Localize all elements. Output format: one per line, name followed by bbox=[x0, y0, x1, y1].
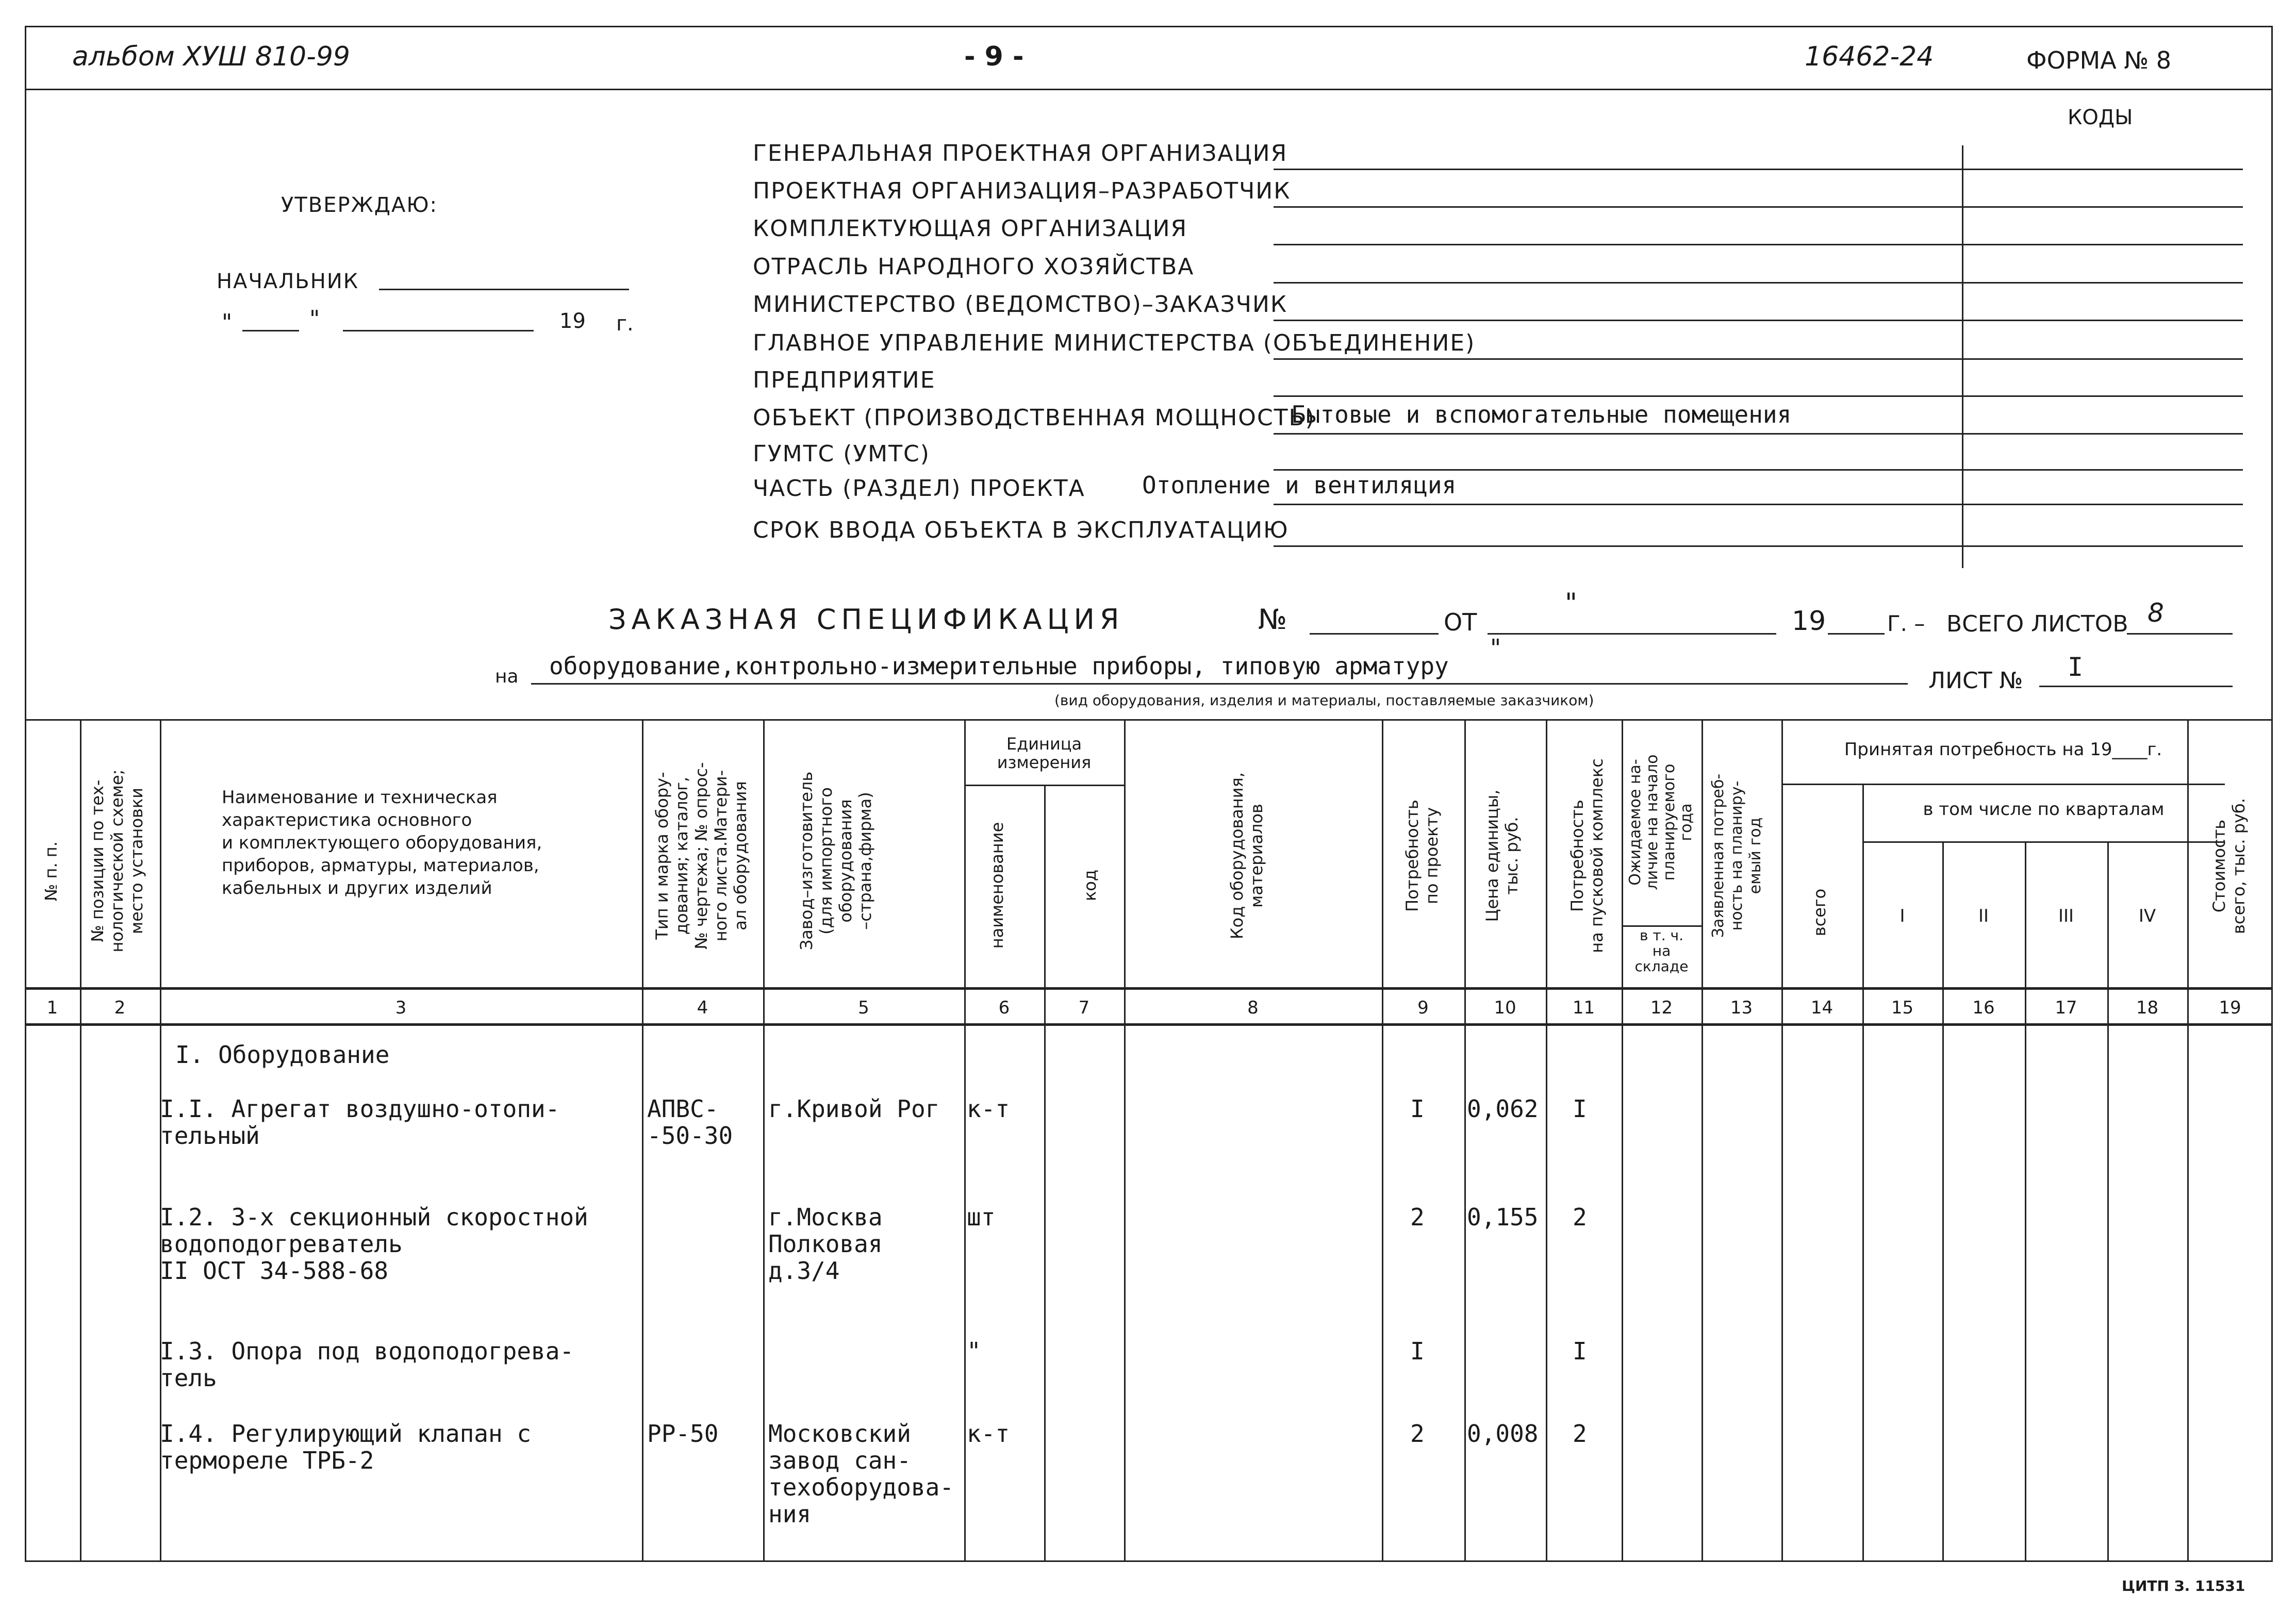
table-top-rule bbox=[25, 719, 2273, 721]
header-c8: Код оборудования, материалов bbox=[1227, 772, 1266, 940]
org-field-label: ГУМТС (УМТС) bbox=[753, 441, 930, 467]
sheet-line bbox=[2039, 686, 2233, 687]
org-field-label: МИНИСТЕРСТВО (ВЕДОМСТВО)–ЗАКАЗЧИК bbox=[753, 291, 1288, 318]
row-name: I.I. Агрегат воздушно-отопи- тельный bbox=[160, 1095, 560, 1150]
row-start-complex: I bbox=[1573, 1337, 1587, 1365]
header-c18: IV bbox=[2138, 906, 2156, 926]
spec-g: Г. – bbox=[1887, 611, 1925, 636]
column-number: 14 bbox=[1810, 997, 1834, 1018]
sheet-label: ЛИСТ № bbox=[1928, 668, 2023, 694]
org-field-line bbox=[1274, 545, 2243, 547]
row-unit: к-т bbox=[967, 1420, 1010, 1448]
sheet-value: I bbox=[2068, 652, 2084, 682]
column-number: 4 bbox=[697, 997, 708, 1018]
column-rule bbox=[763, 719, 765, 1562]
column-rule bbox=[2107, 841, 2109, 1562]
org-field-line bbox=[1274, 433, 2243, 435]
spec-from-label: ОТ bbox=[1444, 608, 1477, 636]
codes-label: КОДЫ bbox=[2068, 106, 2133, 129]
chief-signature-line bbox=[379, 289, 629, 290]
header-c4: Тип и марка обору- дования; каталог, № чертежа; № опрос- ного листа.Матери- ал оборудования bbox=[652, 762, 750, 950]
org-field-line bbox=[1274, 469, 2243, 471]
date-g: г. bbox=[616, 312, 634, 336]
column-rule bbox=[1382, 719, 1383, 1562]
total-sheets-label: ВСЕГО ЛИСТОВ bbox=[1946, 611, 2128, 637]
spec-title: ЗАКАЗНАЯ СПЕЦИФИКАЦИЯ bbox=[608, 603, 1125, 636]
spec-subject-line bbox=[531, 683, 1908, 685]
column-number: 10 bbox=[1494, 997, 1516, 1018]
date-year: 19 bbox=[559, 309, 586, 333]
accepted-header-rule bbox=[1781, 784, 2225, 785]
spec-on-label: на bbox=[495, 666, 519, 687]
row-price: 0,062 bbox=[1467, 1095, 1539, 1123]
page-number: - 9 - bbox=[964, 41, 1024, 72]
spec-year: 19 bbox=[1792, 606, 1826, 637]
org-field-label: ГЕНЕРАЛЬНАЯ ПРОЕКТНАЯ ОРГАНИЗАЦИЯ bbox=[753, 140, 1288, 167]
header-c9: Потребность по проекту bbox=[1402, 800, 1442, 912]
header-c2: № позиции по тех- нологической схеме; место установки bbox=[88, 769, 146, 953]
org-field-line bbox=[1274, 244, 2243, 245]
org-field-line bbox=[1274, 320, 2243, 321]
row-unit: шт bbox=[967, 1203, 996, 1231]
column-rule bbox=[964, 719, 966, 1562]
section-heading: I. Оборудование bbox=[175, 1041, 390, 1069]
org-field-line bbox=[1274, 206, 2243, 208]
date-day-line bbox=[242, 330, 299, 331]
spec-no-line bbox=[1310, 633, 1439, 635]
date-quote-open: " bbox=[222, 309, 233, 336]
column-rule bbox=[1942, 841, 1944, 1562]
row-quantity: I bbox=[1410, 1337, 1425, 1365]
column-number: 7 bbox=[1078, 997, 1090, 1018]
org-field-label: ПРОЕКТНАЯ ОРГАНИЗАЦИЯ–РАЗРАБОТЧИК bbox=[753, 178, 1291, 204]
org-field-line bbox=[1274, 169, 2243, 170]
header-accepted: Принятая потребность на 19____г. bbox=[1844, 739, 2162, 760]
column-number: 2 bbox=[114, 997, 126, 1018]
org-field-line bbox=[1274, 395, 2243, 397]
row-price: 0,155 bbox=[1467, 1203, 1539, 1231]
org-field-label: ОБЪЕКТ (ПРОИЗВОДСТВЕННАЯ МОЩНОСТЬ) bbox=[753, 405, 1315, 431]
column-number: 13 bbox=[1730, 997, 1753, 1018]
column-number: 3 bbox=[395, 997, 407, 1018]
org-field-label: ОТРАСЛЬ НАРОДНОГО ХОЗЯЙСТВА bbox=[753, 254, 1195, 280]
header-c7: код bbox=[1080, 869, 1100, 902]
column-number: 19 bbox=[2219, 997, 2241, 1018]
codes-column-divider bbox=[1962, 145, 1963, 568]
org-field-label: ПРЕДПРИЯТИЕ bbox=[753, 367, 936, 393]
header-c6: наименование bbox=[987, 822, 1007, 949]
header-c11: Потребность на пусковой комплекс bbox=[1567, 758, 1607, 953]
form-number: ФОРМА № 8 bbox=[2026, 46, 2172, 74]
header-quarters: в том числе по кварталам bbox=[1923, 799, 2165, 820]
column-number: 16 bbox=[1972, 997, 1995, 1018]
row-price: 0,008 bbox=[1467, 1420, 1539, 1448]
document-number: 16462-24 bbox=[1805, 41, 1934, 72]
spec-subject: оборудование,контрольно-измерительные приборы, типовую арматуру bbox=[549, 652, 1449, 680]
column-number: 1 bbox=[46, 997, 58, 1018]
spec-date-line bbox=[1488, 633, 1776, 635]
column-rule bbox=[1044, 785, 1046, 1562]
spec-subject-quote: " bbox=[1490, 634, 1501, 662]
quarters-header-rule bbox=[1862, 841, 2225, 843]
row-unit: к-т bbox=[967, 1095, 1010, 1123]
org-field-value: Отопление и вентиляция bbox=[1142, 471, 1457, 499]
chief-label: НАЧАЛЬНИК bbox=[217, 270, 359, 293]
row-type: РР-50 bbox=[647, 1420, 719, 1448]
column-rule bbox=[2187, 719, 2189, 1562]
row-name: I.2. 3-х секционный скоростной водоподогреватель II ОСТ 34-588-68 bbox=[160, 1203, 588, 1285]
org-field-line bbox=[1274, 504, 2243, 505]
column-rule bbox=[1622, 719, 1623, 1562]
row-type: АПВС- -50-30 bbox=[647, 1095, 733, 1150]
header-c10: Цена единицы, тыс. руб. bbox=[1482, 789, 1522, 922]
spec-no-label: № bbox=[1258, 603, 1287, 636]
date-quote-close: " bbox=[309, 306, 320, 332]
spec-subject-note: (вид оборудования, изделия и материалы, поставляемые заказчиком) bbox=[1054, 692, 1594, 709]
column-rule bbox=[1781, 719, 1783, 1562]
header-c1: № п. п. bbox=[41, 841, 61, 901]
org-field-label: ЧАСТЬ (РАЗДЕЛ) ПРОЕКТА bbox=[753, 475, 1085, 502]
row-name: I.4. Регулирующий клапан с термореле ТРБ-2 bbox=[160, 1420, 532, 1474]
spec-quote: " bbox=[1565, 588, 1577, 619]
column-number: 11 bbox=[1572, 997, 1595, 1018]
header-divider bbox=[25, 89, 2273, 90]
header-c19: Стоимость всего, тыс. руб. bbox=[2209, 798, 2249, 934]
header-c3: Наименование и техническая характеристика основного и комплектующего оборудования, приборов, арматуры, материалов, кабельных и других изделий bbox=[222, 787, 542, 899]
column-number: 9 bbox=[1417, 997, 1429, 1018]
column-number: 15 bbox=[1891, 997, 1914, 1018]
row-quantity: I bbox=[1410, 1095, 1425, 1123]
org-field-label: СРОК ВВОДА ОБЪЕКТА В ЭКСПЛУАТАЦИЮ bbox=[753, 517, 1289, 543]
row-quantity: 2 bbox=[1410, 1203, 1425, 1231]
header-c15: I bbox=[1899, 906, 1905, 926]
column-number: 5 bbox=[858, 997, 869, 1018]
table-colnum-bottom-rule bbox=[25, 1023, 2273, 1026]
column-number: 8 bbox=[1247, 997, 1259, 1018]
footer-stamp: ЦИТП З. 11531 bbox=[2122, 1577, 2245, 1594]
total-sheets-value: 8 bbox=[2148, 598, 2164, 628]
column-rule bbox=[1702, 719, 1703, 1562]
row-maker: г.Кривой Рог bbox=[768, 1095, 940, 1123]
row-quantity: 2 bbox=[1410, 1420, 1425, 1448]
header-unit: Единица измерения bbox=[997, 734, 1092, 772]
spec-year-line bbox=[1828, 633, 1885, 635]
header-c12: Ожидаемое на- личие на начало планируемого года bbox=[1626, 754, 1695, 890]
column-number: 12 bbox=[1650, 997, 1673, 1018]
row-start-complex: 2 bbox=[1573, 1420, 1587, 1448]
approve-label: УТВЕРЖДАЮ: bbox=[281, 193, 438, 217]
row-start-complex: I bbox=[1573, 1095, 1587, 1123]
org-field-line bbox=[1274, 358, 2243, 360]
column-rule bbox=[1546, 719, 1547, 1562]
org-field-label: ГЛАВНОЕ УПРАВЛЕНИЕ МИНИСТЕРСТВА (ОБЪЕДИНЕНИЕ) bbox=[753, 330, 1476, 356]
row-start-complex: 2 bbox=[1573, 1203, 1587, 1231]
column-rule bbox=[1464, 719, 1466, 1562]
column-rule bbox=[1124, 719, 1126, 1562]
column-rule bbox=[2025, 841, 2026, 1562]
column-rule bbox=[80, 719, 81, 1562]
column-number: 6 bbox=[998, 997, 1010, 1018]
album-label: альбом ХУШ 810-99 bbox=[72, 41, 351, 72]
header-c14: всего bbox=[1810, 888, 1829, 937]
row-maker: г.Москва Полковая д.3/4 bbox=[768, 1203, 883, 1285]
header-c12b: в т. ч. на складе bbox=[1634, 927, 1689, 975]
org-field-label: КОМПЛЕКТУЮЩАЯ ОРГАНИЗАЦИЯ bbox=[753, 215, 1188, 242]
column-rule bbox=[1862, 784, 1864, 1562]
row-name: I.3. Опора под водоподогрева- тель bbox=[160, 1337, 574, 1392]
header-c13: Заявленная потреб- ность на планиру- емый год bbox=[1709, 773, 1764, 938]
row-unit: " bbox=[967, 1337, 981, 1365]
row-maker: Московский завод сан- техоборудова- ния bbox=[768, 1420, 954, 1528]
org-field-value: Бытовые и вспомогательные помещения bbox=[1292, 401, 1792, 428]
header-c17: III bbox=[2058, 906, 2074, 926]
org-field-line bbox=[1274, 282, 2243, 284]
column-number: 17 bbox=[2055, 997, 2077, 1018]
date-month-line bbox=[343, 330, 534, 331]
column-number: 18 bbox=[2136, 997, 2159, 1018]
header-c5: Завод–изготовитель (для импортного оборудования –страна,фирма) bbox=[797, 771, 875, 951]
total-sheets-line bbox=[2127, 633, 2233, 635]
header-c16: II bbox=[1978, 906, 1989, 926]
column-rule bbox=[642, 719, 643, 1562]
table-header-bottom-rule bbox=[25, 987, 2273, 990]
